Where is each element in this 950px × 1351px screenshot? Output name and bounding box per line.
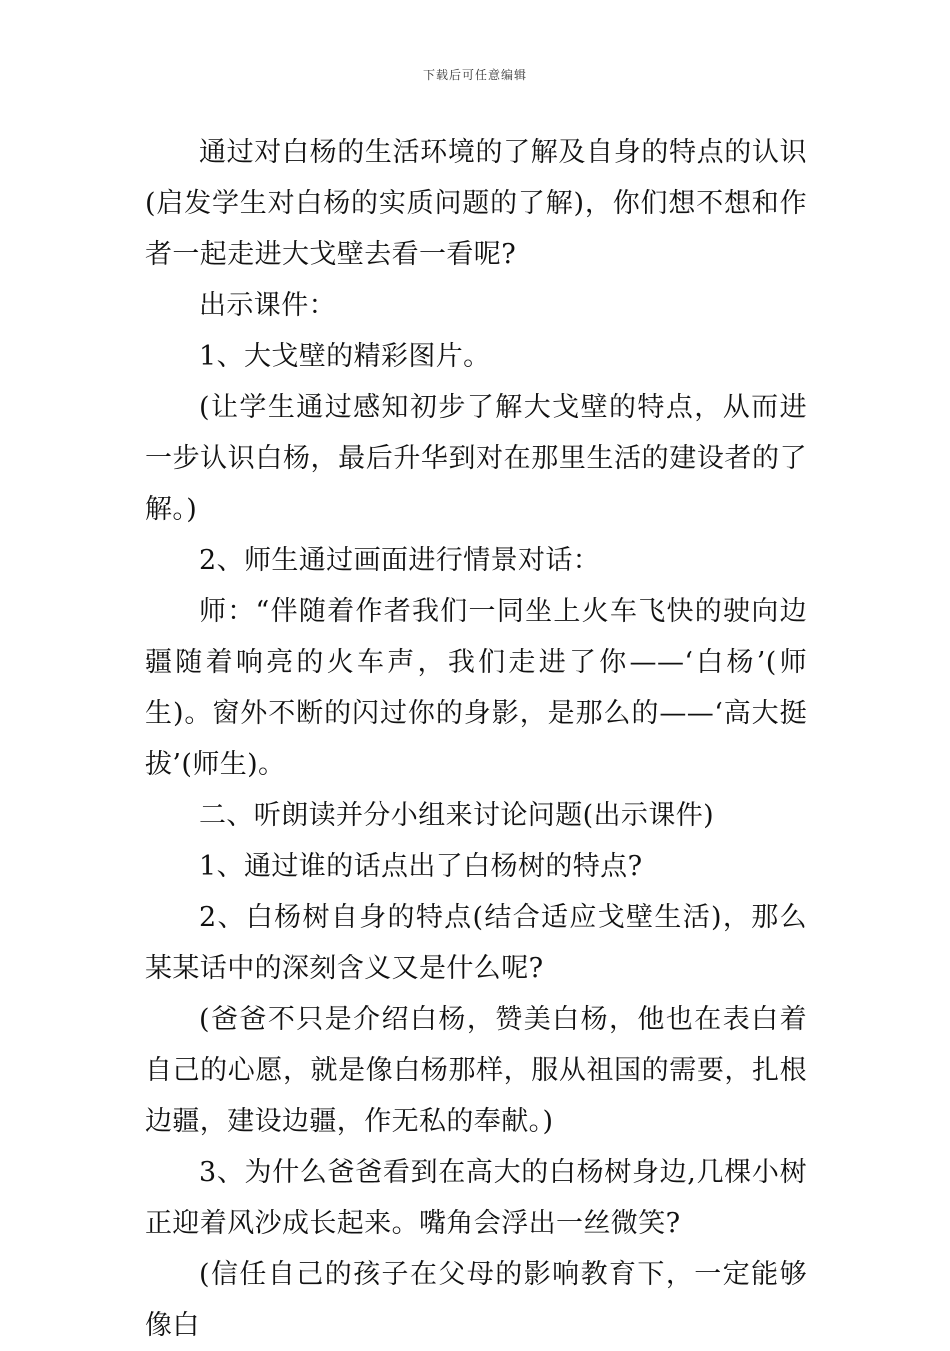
- page-header: 下载后可任意编辑: [422, 68, 527, 82]
- document-body: [145, 127, 807, 1351]
- paragraph: 1、大戈壁的精彩图片。: [199, 341, 491, 372]
- paragraph: 出示课件：: [199, 290, 336, 321]
- paragraph: (让学生通过感知初步了解大戈壁的特点，从而进一步认识白杨，最后升华到对在那里生活的建设者的了解。): [145, 392, 807, 525]
- paragraph: 3、为什么爸爸看到在高大的白杨树身边,几棵小树正迎着风沙成长起来。嘴角会浮出一丝微笑?: [145, 1157, 807, 1239]
- paragraph: (爸爸不只是介绍白杨，赞美白杨，他也在表白着自己的心愿，就是像白杨那样，服从祖国的需要，扎根边疆，建设边疆，作无私的奉献。): [145, 1004, 807, 1137]
- paragraph: (信任自己的孩子在父母的影响教育下，一定能够像白: [145, 1259, 807, 1341]
- paragraph: 二、听朗读并分小组来讨论问题(出示课件): [199, 800, 715, 831]
- paragraph: 师：“伴随着作者我们一同坐上火车飞快的驶向边疆随着响亮的火车声，我们走进了你——‘白杨’(师生)。窗外不断的闪过你的身影，是那么的——‘高大挺拔’(师生)。: [145, 596, 807, 780]
- paragraph: 2、师生通过画面进行情景对话：: [199, 545, 601, 576]
- paragraph: 2、白杨树自身的特点(结合适应戈壁生活)，那么某某话中的深刻含义又是什么呢?: [145, 902, 807, 984]
- paragraph: 通过对白杨的生活环境的了解及自身的特点的认识(启发学生对白杨的实质问题的了解)，你们想不想和作者一起走进大戈壁去看一看呢?: [145, 137, 807, 270]
- paragraph: 1、通过谁的话点出了白杨树的特点?: [199, 851, 643, 882]
